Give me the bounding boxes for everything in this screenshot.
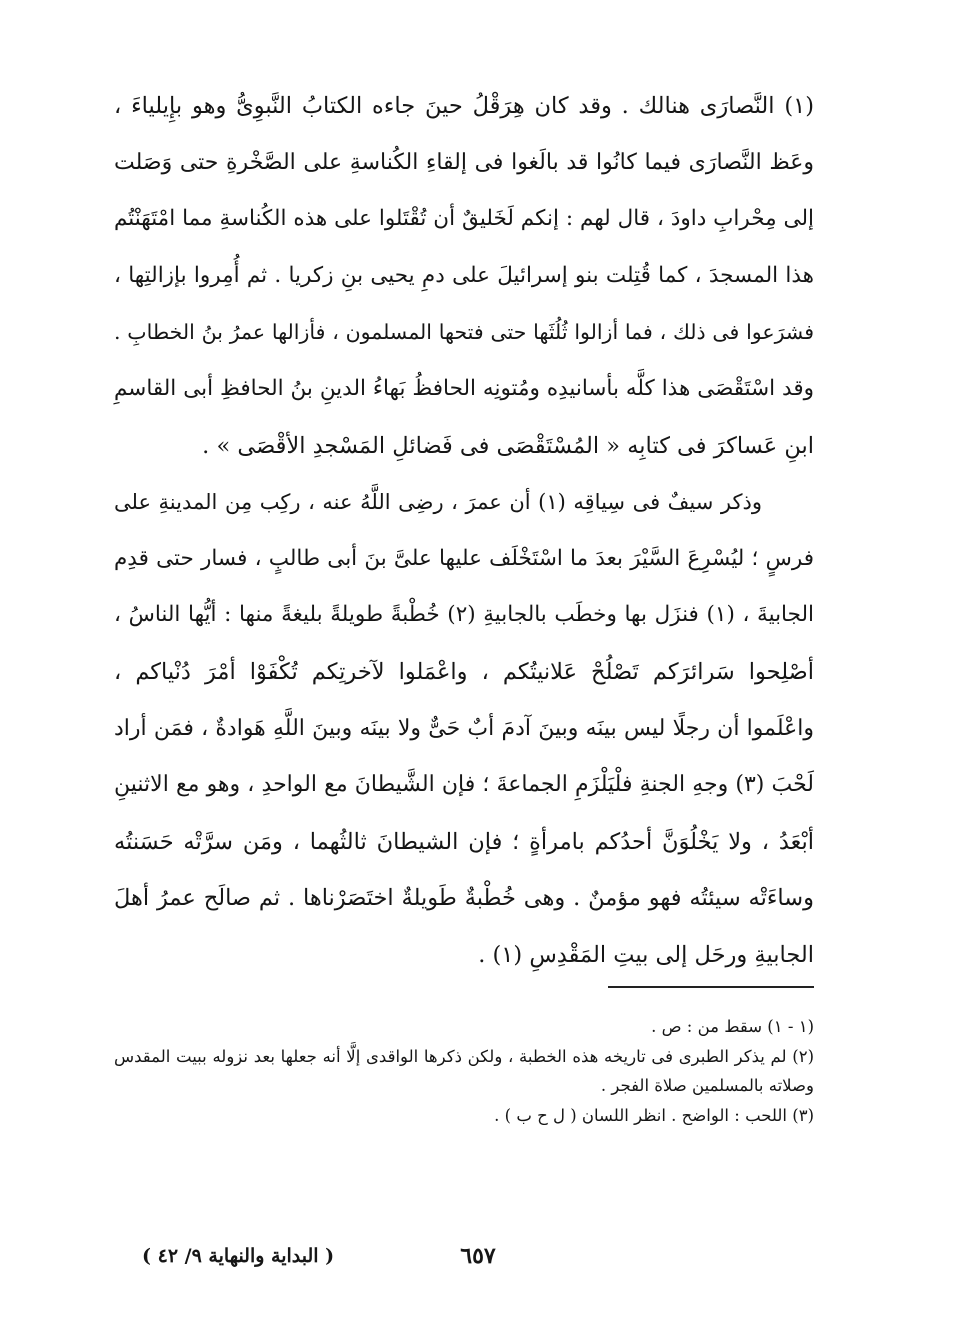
text-line: فرسٍ ؛ ليُسْرِعَ السَّيْرَ بعدَ ما اسْتَخْلَف عليها علىَّ بنَ أبى طالبٍ ، فسار حتى قدِم [114,545,814,571]
text-line: وقد اسْتَقْصَى هذا كلَّه بأسانيدِه ومُتونِه الحافظُ بَهاءُ الدينِ بنُ الحافظِ أبى القاسمِ [114,375,814,401]
footnote-separator [608,986,814,988]
source-reference: ( البداية والنهاية ٩/ ٤٢ ) [142,1245,335,1267]
page-number: ٦٥٧ [460,1243,496,1269]
main-text [114,78,814,984]
footnote: (٣) اللحب : الواضح . انظر اللسان ( ل ح ب ) . [494,1105,814,1125]
text-line: الجابيةَ ، (١) فنزَل بها وخطَب بالجابيةِ (٢) خُطْبةً طويلةً بليغةً منها : أيُّها الناسُ ، [114,602,815,628]
text-line: أبْعَدُ ، ولا يَخْلُوَنَّ أحدُكم بامرأةٍ ؛ فإن الشيطانَ ثالثُهما ، ومَن سرَّتْه حَسَنتُه [114,828,814,855]
text-line: هذا المسجدَ ، كما قُتِلت بنو إسرائيلَ على دمِ يحيى بنِ زكريا . ثم أُمِروا بإزالتِها ، [114,262,814,288]
text-line: ابنِ عَساكرَ فى كتابِه « المُسْتَقْصَى فى فَضائلِ المَسْجدِ الأقْصَى » . [202,432,814,459]
text-line: الجابيةِ ورحَل إلى بيتِ المَقْدِسِ (١) . [478,941,814,968]
text-line: لَحْبَ (٣) وجهِ الجنةِ فلْيَلْزَمِ الجماعةَ ؛ فإن الشَّيطانَ مع الواحدِ ، وهو مع الاثنينِ [114,772,814,798]
footnote: (٢) لم يذكر الطبرى فى تاريخه هذه الخطبة ، ولكن ذكرها الواقدى إلَّا أنه جعلها بعد نزوله ببيت المقدس [114,1046,814,1066]
text-line: وعَظ النَّصارَى فيما كانُوا قد بالَغوا فى إلقاءِ الكُناسةِ على الصَّخْرةِ حتى وَصَلت [114,149,814,175]
text-line: (١) النَّصارَى هنالك . وقد كان هِرَقْلُ حينَ جاءه الكتابُ النَّبوِىُّ وهو بإِيلياءَ ، [114,93,814,119]
text-line: وساءَتْه سيئتُه فهو مؤمنٌ . وهى خُطْبةٌ طَويلةٌ اختَصَرْناها . ثم صالَح عمرُ أهلَ [114,885,814,912]
text-line: واعْلَموا أن رجلًا ليس بينَه وبينَ آدمَ أبٌ حَىٌّ ولا بينَه وبينَ اللَّهِ هَوادةٌ ، فمَن أراد [114,715,814,741]
text-line: إلى مِحْرابِ داودَ ، قال لهم : إنكم لَخَليقٌ أن تُقْتَلوا على هذه الكُناسةِ مما امْتَهَنْتُم [114,206,814,232]
text-line: أصْلِحوا سَرائرَكم تَصْلُحْ عَلانيتُكم ، واعْمَلوا لآخرتِكم تُكْفَوْا أمْرَ دُنْياكم ، [114,658,814,685]
footnote-continuation: وصلاته بالمسلمين صلاة الفجر . [600,1076,814,1095]
page-footer [142,1236,814,1276]
footnote: (١ - ١) سقط من : ص . [651,1017,814,1036]
text-line: فشرَعوا فى ذلك ، فما أزالوا ثُلُثَها حتى فتحها المسلمون ، فأزالها عمرُ بنُ الخطابِ . [114,320,814,345]
footnotes [114,1012,814,1130]
paragraph-start-line: وذكر سيفٌ فى سِياقِه (١) أن عمرَ ، رضِى اللَّهُ عنه ، ركِب مِن المدينةِ على [114,490,762,515]
